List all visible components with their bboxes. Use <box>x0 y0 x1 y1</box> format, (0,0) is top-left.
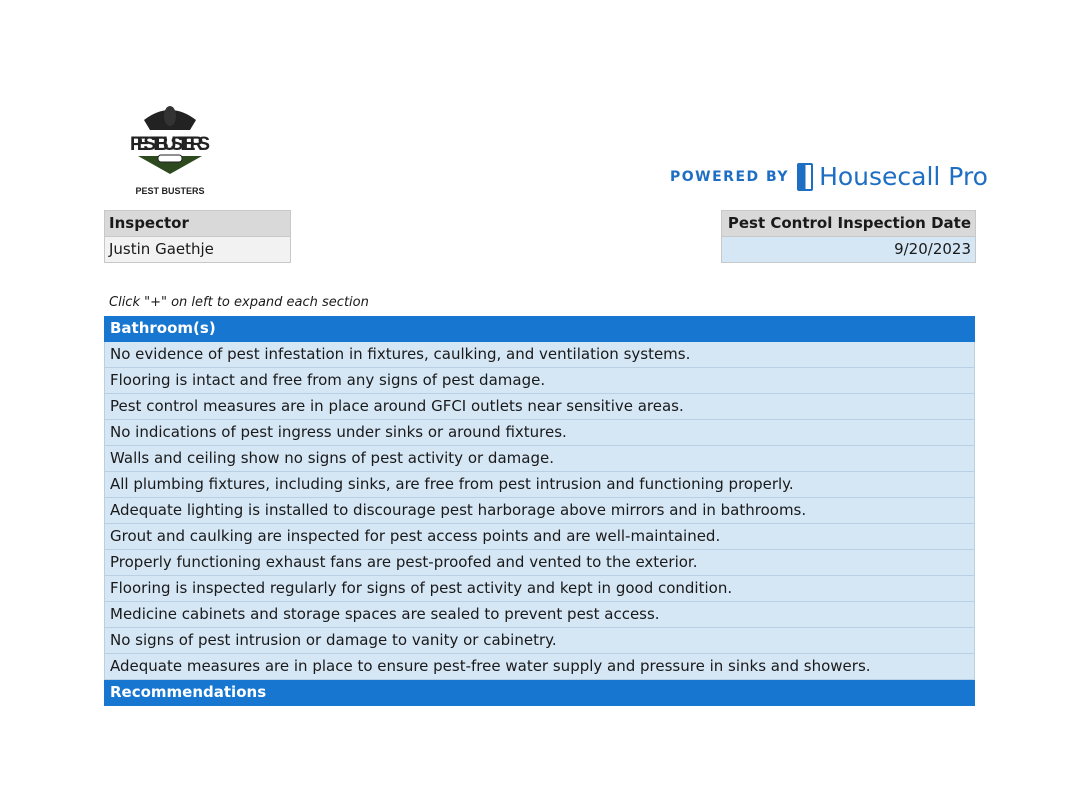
checklist-item[interactable]: Adequate lighting is installed to discourage pest harborage above mirrors and in bathrooms. <box>104 498 975 524</box>
checklist-item[interactable]: Pest control measures are in place around GFCI outlets near sensitive areas. <box>104 394 975 420</box>
checklist-item[interactable]: Adequate measures are in place to ensure pest-free water supply and pressure in sinks and showers. <box>104 654 975 680</box>
inspector-label: Inspector <box>105 211 290 237</box>
inspection-date-label: Pest Control Inspection Date <box>722 211 975 237</box>
pest-busters-logo <box>124 100 216 200</box>
inspection-date-value[interactable]: 9/20/2023 <box>722 237 975 262</box>
housecall-pro-name: Housecall Pro <box>819 162 988 191</box>
checklist-item[interactable]: Medicine cabinets and storage spaces are sealed to prevent pest access. <box>104 602 975 628</box>
checklist-item[interactable]: Flooring is inspected regularly for signs of pest activity and kept in good condition. <box>104 576 975 602</box>
section-header-recommendations[interactable]: Recommendations <box>104 680 975 706</box>
housecall-logo-icon <box>797 163 813 191</box>
svg-text:PEST BUSTERS: PEST BUSTERS <box>130 134 210 155</box>
inspector-box <box>104 210 291 263</box>
checklist-item[interactable]: No evidence of pest infestation in fixtures, caulking, and ventilation systems. <box>104 342 975 368</box>
powered-by-housecall-pro <box>670 162 988 191</box>
section-header-bathrooms[interactable]: Bathroom(s) <box>104 316 975 342</box>
expand-hint: Click "+" on left to expand each section <box>109 295 369 310</box>
inspection-date-box <box>721 210 976 263</box>
svg-text:PEST BUSTERS: PEST BUSTERS <box>135 186 205 196</box>
checklist-item[interactable]: Walls and ceiling show no signs of pest activity or damage. <box>104 446 975 472</box>
checklist-item[interactable]: Flooring is intact and free from any signs of pest damage. <box>104 368 975 394</box>
checklist-item[interactable]: All plumbing fixtures, including sinks, are free from pest intrusion and functioning properly. <box>104 472 975 498</box>
powered-by-label: POWERED BY <box>670 168 790 185</box>
inspection-table <box>104 316 975 706</box>
checklist-item[interactable]: No indications of pest ingress under sinks or around fixtures. <box>104 420 975 446</box>
checklist-item[interactable]: No signs of pest intrusion or damage to vanity or cabinetry. <box>104 628 975 654</box>
checklist-item[interactable]: Grout and caulking are inspected for pest access points and are well-maintained. <box>104 524 975 550</box>
inspector-value[interactable]: Justin Gaethje <box>105 237 290 262</box>
checklist-item[interactable]: Properly functioning exhaust fans are pest-proofed and vented to the exterior. <box>104 550 975 576</box>
